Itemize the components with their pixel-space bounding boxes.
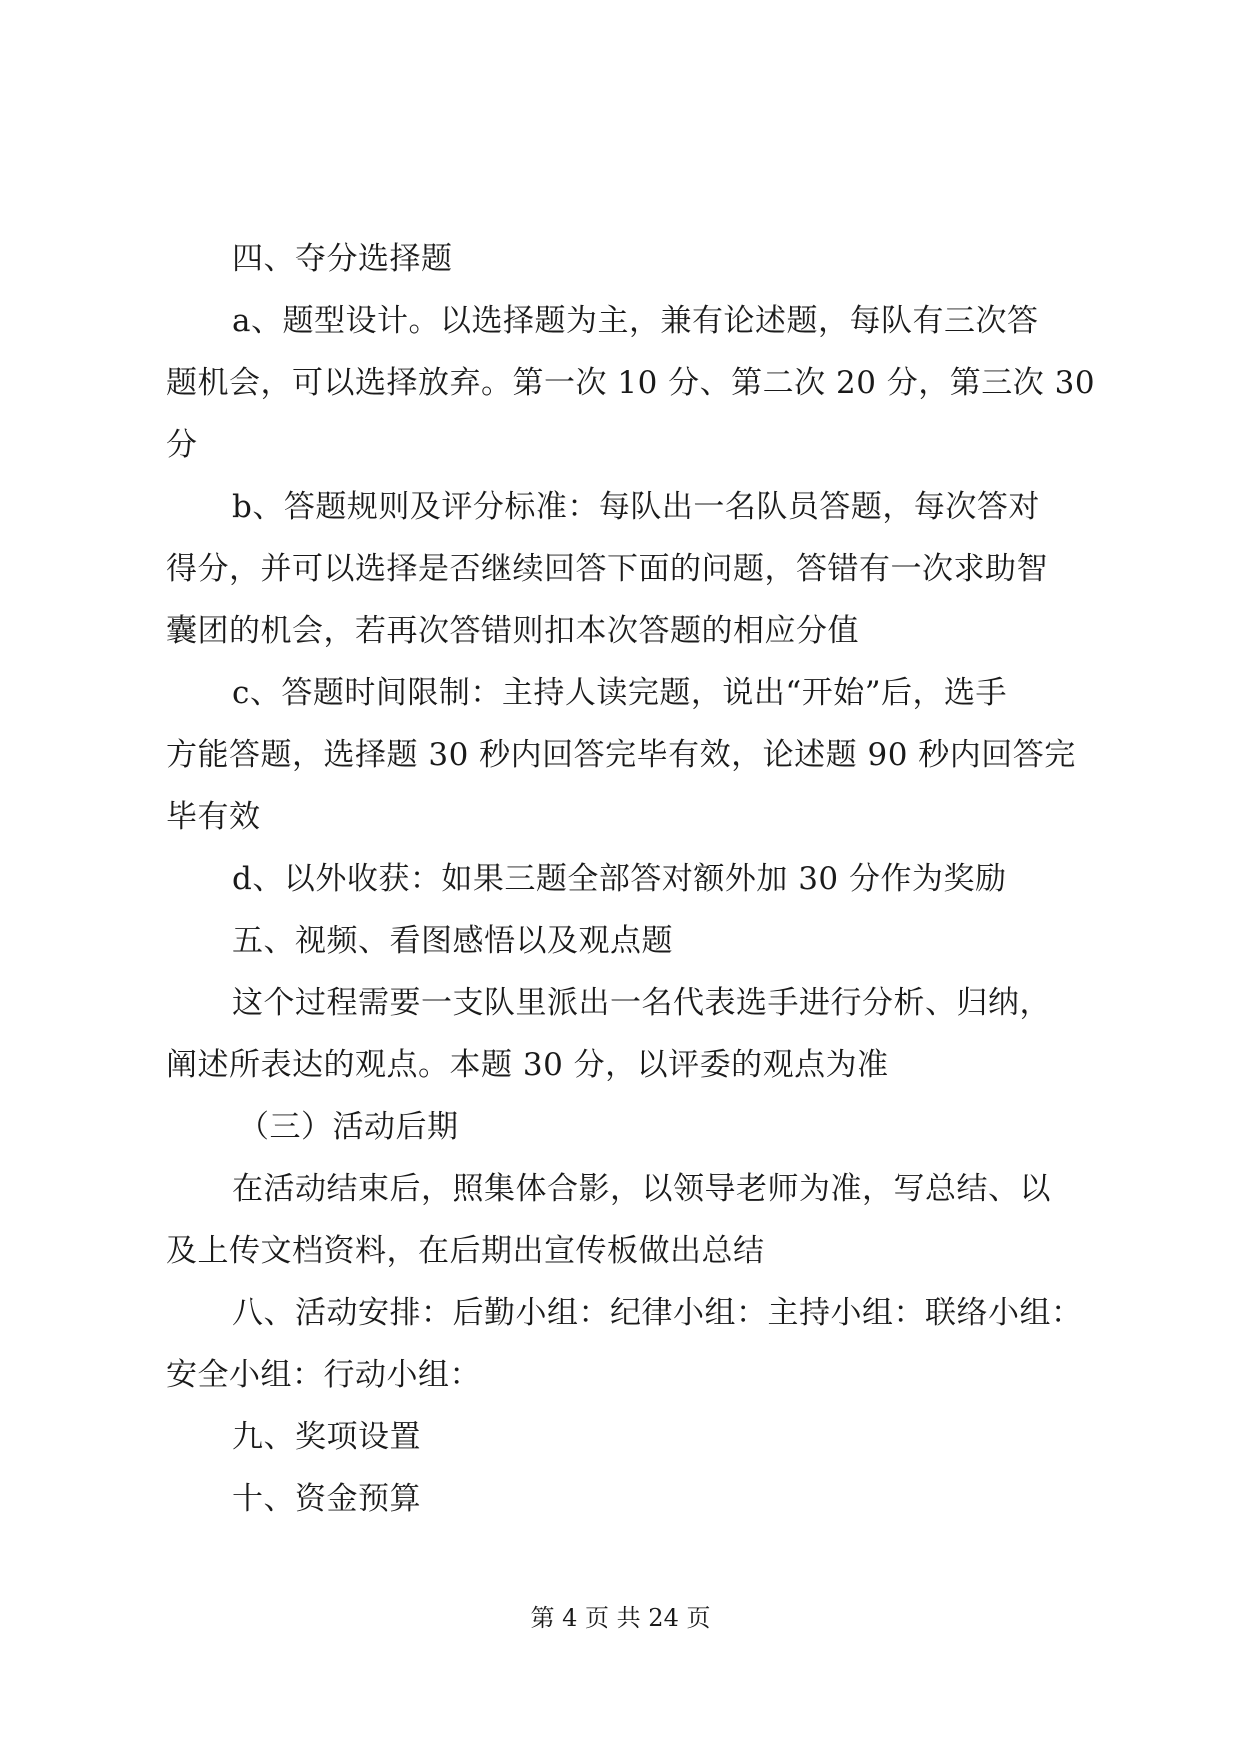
paragraph-line: 得分，并可以选择是否继续回答下面的问题，答错有一次求助智: [166, 551, 1048, 587]
paragraph-line: c、答题时间限制：主持人读完题，说出“开始”后，选手: [232, 675, 1008, 711]
paragraph-line: 分: [166, 427, 198, 463]
paragraph-line: 安全小组：行动小组：: [166, 1357, 481, 1393]
paragraph-line: b、答题规则及评分标准：每队出一名队员答题，每次答对: [232, 489, 1040, 525]
document-body: [166, 228, 1096, 1530]
paragraph-line: 这个过程需要一支队里派出一名代表选手进行分析、归纳，: [232, 985, 1051, 1021]
section-heading-8: 八、活动安排：后勤小组：纪律小组：主持小组：联络小组：: [232, 1295, 1083, 1331]
paragraph-line: 毕有效: [166, 799, 261, 835]
section-heading-later-stage: （三）活动后期: [238, 1109, 459, 1145]
paragraph-line: d、以外收获：如果三题全部答对额外加 30 分作为奖励: [232, 861, 1007, 897]
paragraph-line: a、题型设计。以选择题为主，兼有论述题，每队有三次答: [232, 303, 1039, 339]
paragraph-line: 方能答题，选择题 30 秒内回答完毕有效，论述题 90 秒内回答完: [166, 737, 1076, 773]
section-heading-4: 四、夺分选择题: [232, 241, 453, 277]
section-heading-9: 九、奖项设置: [232, 1419, 421, 1455]
page-number-footer: 第 4 页 共 24 页: [530, 1604, 711, 1632]
paragraph-line: 及上传文档资料，在后期出宣传板做出总结: [166, 1233, 765, 1269]
paragraph-line: 阐述所表达的观点。本题 30 分，以评委的观点为准: [166, 1047, 889, 1083]
section-heading-10: 十、资金预算: [232, 1481, 421, 1517]
paragraph-line: 题机会，可以选择放弃。第一次 10 分、第二次 20 分，第三次 30: [166, 365, 1096, 401]
paragraph-line: 囊团的机会，若再次答错则扣本次答题的相应分值: [166, 613, 859, 649]
section-heading-5: 五、视频、看图感悟以及观点题: [232, 923, 673, 959]
paragraph-line: 在活动结束后，照集体合影，以领导老师为准，写总结、以: [232, 1171, 1051, 1207]
